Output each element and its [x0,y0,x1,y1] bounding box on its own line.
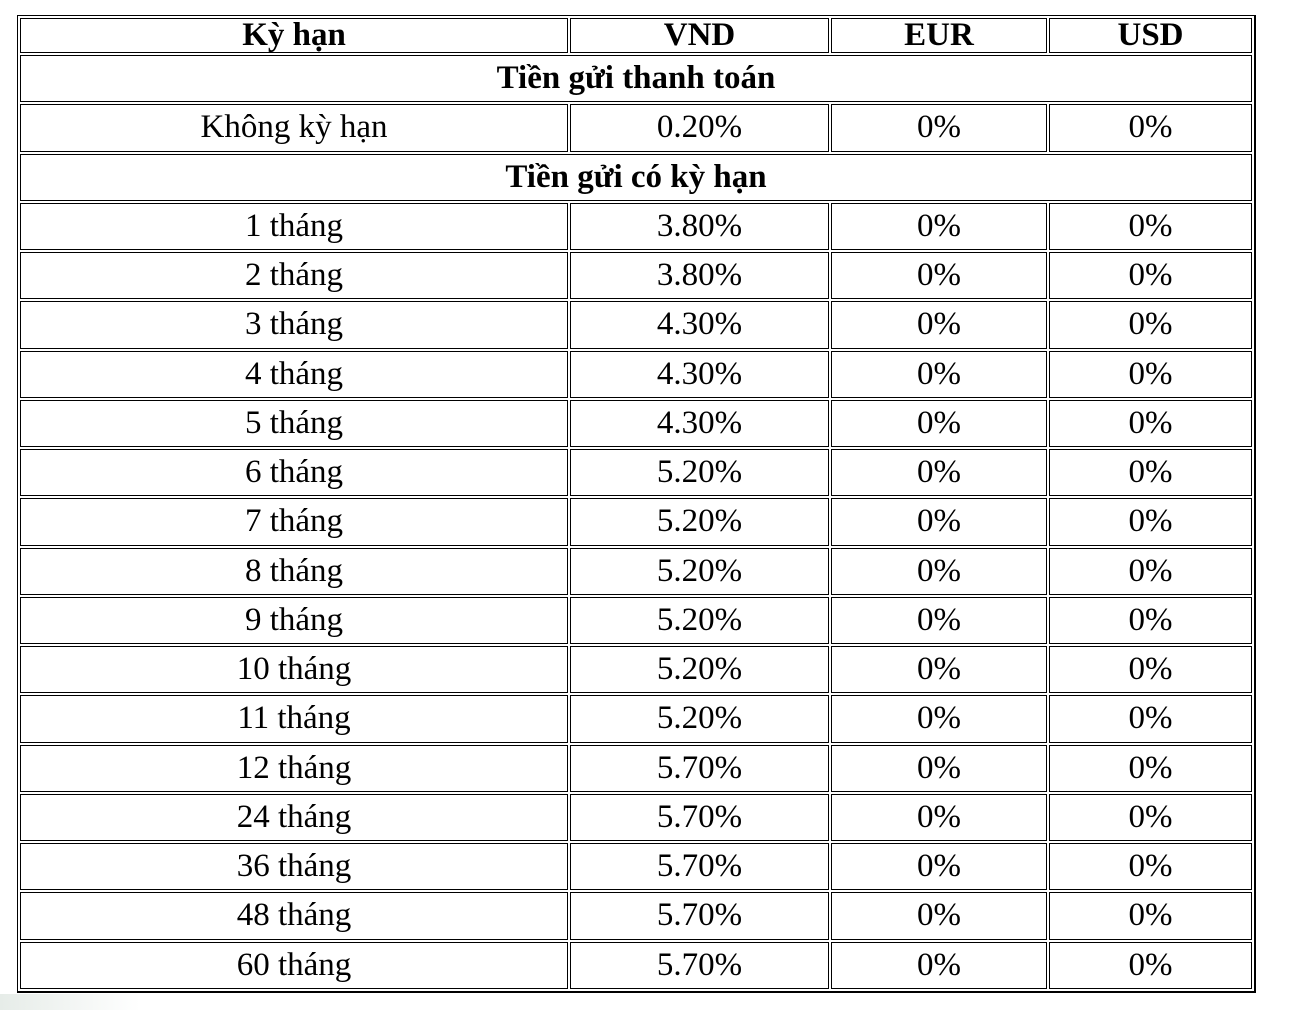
cell-eur: 0% [831,498,1047,545]
cell-usd: 0% [1049,104,1252,151]
cell-term: 4 tháng [20,351,568,398]
cell-eur: 0% [831,449,1047,496]
cell-eur: 0% [831,646,1047,693]
table-row [20,942,1252,990]
cell-eur: 0% [831,301,1047,348]
cell-vnd: 5.20% [570,646,829,693]
table-row [20,794,1252,841]
table-header-row [20,18,1252,53]
table-row [20,745,1252,792]
cell-vnd: 4.30% [570,351,829,398]
cell-usd: 0% [1049,942,1252,990]
cell-eur: 0% [831,351,1047,398]
cell-eur: 0% [831,843,1047,890]
cell-term: 3 tháng [20,301,568,348]
table-row [20,498,1252,545]
header-eur: EUR [831,18,1047,53]
cell-vnd: 5.20% [570,498,829,545]
cell-term: 11 tháng [20,695,568,742]
cell-usd: 0% [1049,351,1252,398]
cell-term: 2 tháng [20,252,568,299]
cell-eur: 0% [831,745,1047,792]
cell-usd: 0% [1049,301,1252,348]
table-row [20,104,1252,151]
cell-vnd: 3.80% [570,203,829,250]
cell-term: 48 tháng [20,892,568,939]
table-row [20,252,1252,299]
cell-usd: 0% [1049,597,1252,644]
cell-usd: 0% [1049,745,1252,792]
cell-vnd: 5.70% [570,794,829,841]
section-row-payment-deposit [20,55,1252,102]
cell-vnd: 5.70% [570,843,829,890]
cell-term: 10 tháng [20,646,568,693]
table-row [20,449,1252,496]
section-row-term-deposit [20,154,1252,201]
cell-eur: 0% [831,252,1047,299]
interest-rate-table-frame [17,15,1256,993]
cell-usd: 0% [1049,252,1252,299]
cell-eur: 0% [831,695,1047,742]
cell-vnd: 4.30% [570,301,829,348]
cell-vnd: 0.20% [570,104,829,151]
cell-vnd: 3.80% [570,252,829,299]
cell-vnd: 5.70% [570,942,829,990]
table-row [20,646,1252,693]
cell-usd: 0% [1049,794,1252,841]
cell-usd: 0% [1049,498,1252,545]
cell-usd: 0% [1049,449,1252,496]
cell-term: 6 tháng [20,449,568,496]
cell-term: 12 tháng [20,745,568,792]
header-term: Kỳ hạn [20,18,568,53]
cell-usd: 0% [1049,892,1252,939]
cell-vnd: 4.30% [570,400,829,447]
header-vnd: VND [570,18,829,53]
cell-eur: 0% [831,400,1047,447]
cell-term: 9 tháng [20,597,568,644]
cell-term: 36 tháng [20,843,568,890]
cell-vnd: 5.70% [570,745,829,792]
cell-usd: 0% [1049,203,1252,250]
table-row [20,597,1252,644]
header-usd: USD [1049,18,1252,53]
table-row [20,892,1252,939]
cell-vnd: 5.20% [570,695,829,742]
table-row [20,400,1252,447]
cell-term: 5 tháng [20,400,568,447]
cell-usd: 0% [1049,400,1252,447]
cell-eur: 0% [831,203,1047,250]
cell-eur: 0% [831,892,1047,939]
cell-eur: 0% [831,942,1047,990]
cell-vnd: 5.20% [570,449,829,496]
cell-eur: 0% [831,794,1047,841]
cell-usd: 0% [1049,548,1252,595]
table-row [20,301,1252,348]
cell-term: 1 tháng [20,203,568,250]
table-body [20,55,1252,989]
table-row [20,695,1252,742]
cell-eur: 0% [831,104,1047,151]
table-row [20,548,1252,595]
cell-term: 24 tháng [20,794,568,841]
cell-vnd: 5.20% [570,548,829,595]
cell-usd: 0% [1049,695,1252,742]
decorative-shadow [0,994,140,1010]
cell-vnd: 5.20% [570,597,829,644]
table-row [20,843,1252,890]
cell-term: 8 tháng [20,548,568,595]
section-title-term-deposit: Tiền gửi có kỳ hạn [20,154,1252,201]
cell-term: 60 tháng [20,942,568,990]
table-row [20,203,1252,250]
cell-term: 7 tháng [20,498,568,545]
cell-term: Không kỳ hạn [20,104,568,151]
cell-usd: 0% [1049,646,1252,693]
cell-vnd: 5.70% [570,892,829,939]
cell-eur: 0% [831,597,1047,644]
interest-rate-table [18,16,1254,991]
cell-eur: 0% [831,548,1047,595]
section-title-payment-deposit: Tiền gửi thanh toán [20,55,1252,102]
cell-usd: 0% [1049,843,1252,890]
table-row [20,351,1252,398]
